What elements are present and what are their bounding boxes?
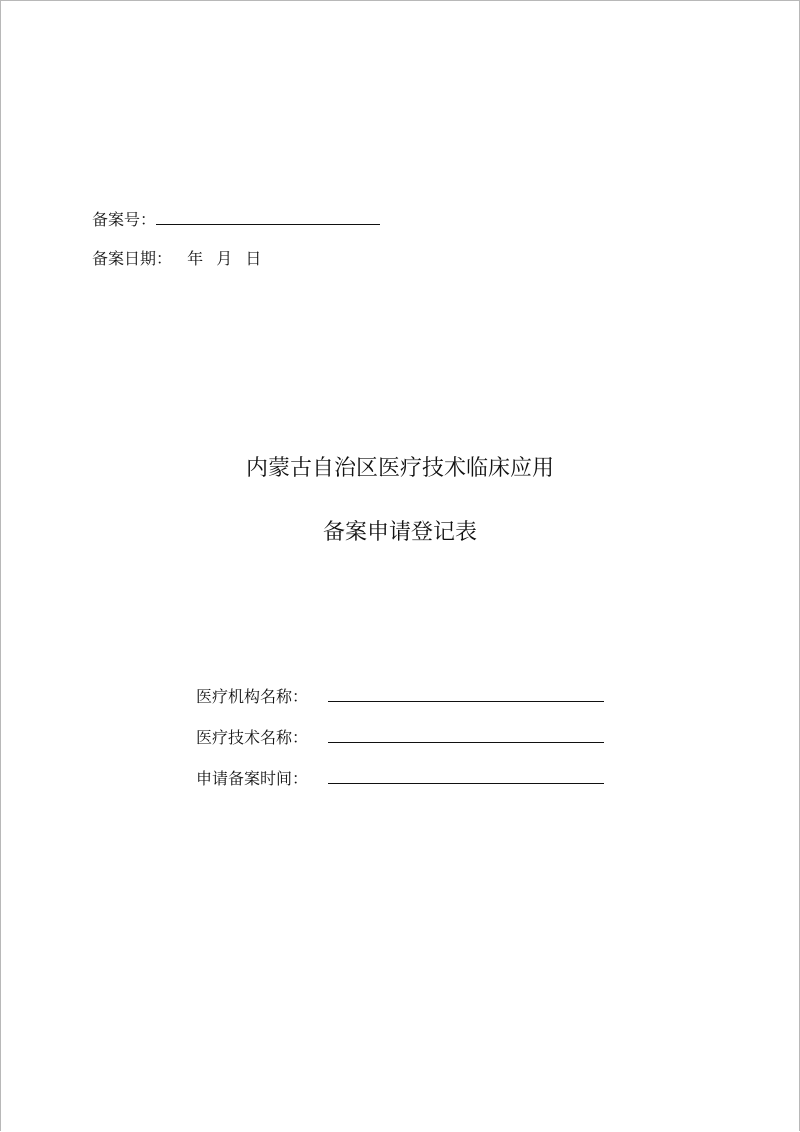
- date-day: 日: [245, 249, 262, 268]
- page-title-line2: 备案申请登记表: [322, 520, 477, 545]
- form-row-technology: [196, 726, 604, 748]
- technology-name-label: 医疗技术名称：: [196, 728, 309, 747]
- record-number-row: [92, 208, 380, 230]
- record-date-row: [92, 249, 261, 269]
- form-row-apply-time: [196, 767, 604, 789]
- date-year: 年: [187, 249, 204, 268]
- apply-time-blank[interactable]: [328, 767, 604, 784]
- institution-name-blank[interactable]: [328, 685, 604, 702]
- date-month: 月: [216, 249, 233, 268]
- page-title-line1: 内蒙古自治区医疗技术临床应用: [245, 456, 554, 481]
- form-row-institution: [196, 685, 604, 707]
- record-number-blank[interactable]: [156, 208, 380, 225]
- record-date-label: 备案日期：: [92, 249, 173, 268]
- institution-name-label: 医疗机构名称：: [196, 687, 309, 706]
- apply-time-label: 申请备案时间：: [196, 769, 309, 788]
- technology-name-blank[interactable]: [328, 726, 604, 743]
- record-number-label: 备案号：: [92, 210, 157, 229]
